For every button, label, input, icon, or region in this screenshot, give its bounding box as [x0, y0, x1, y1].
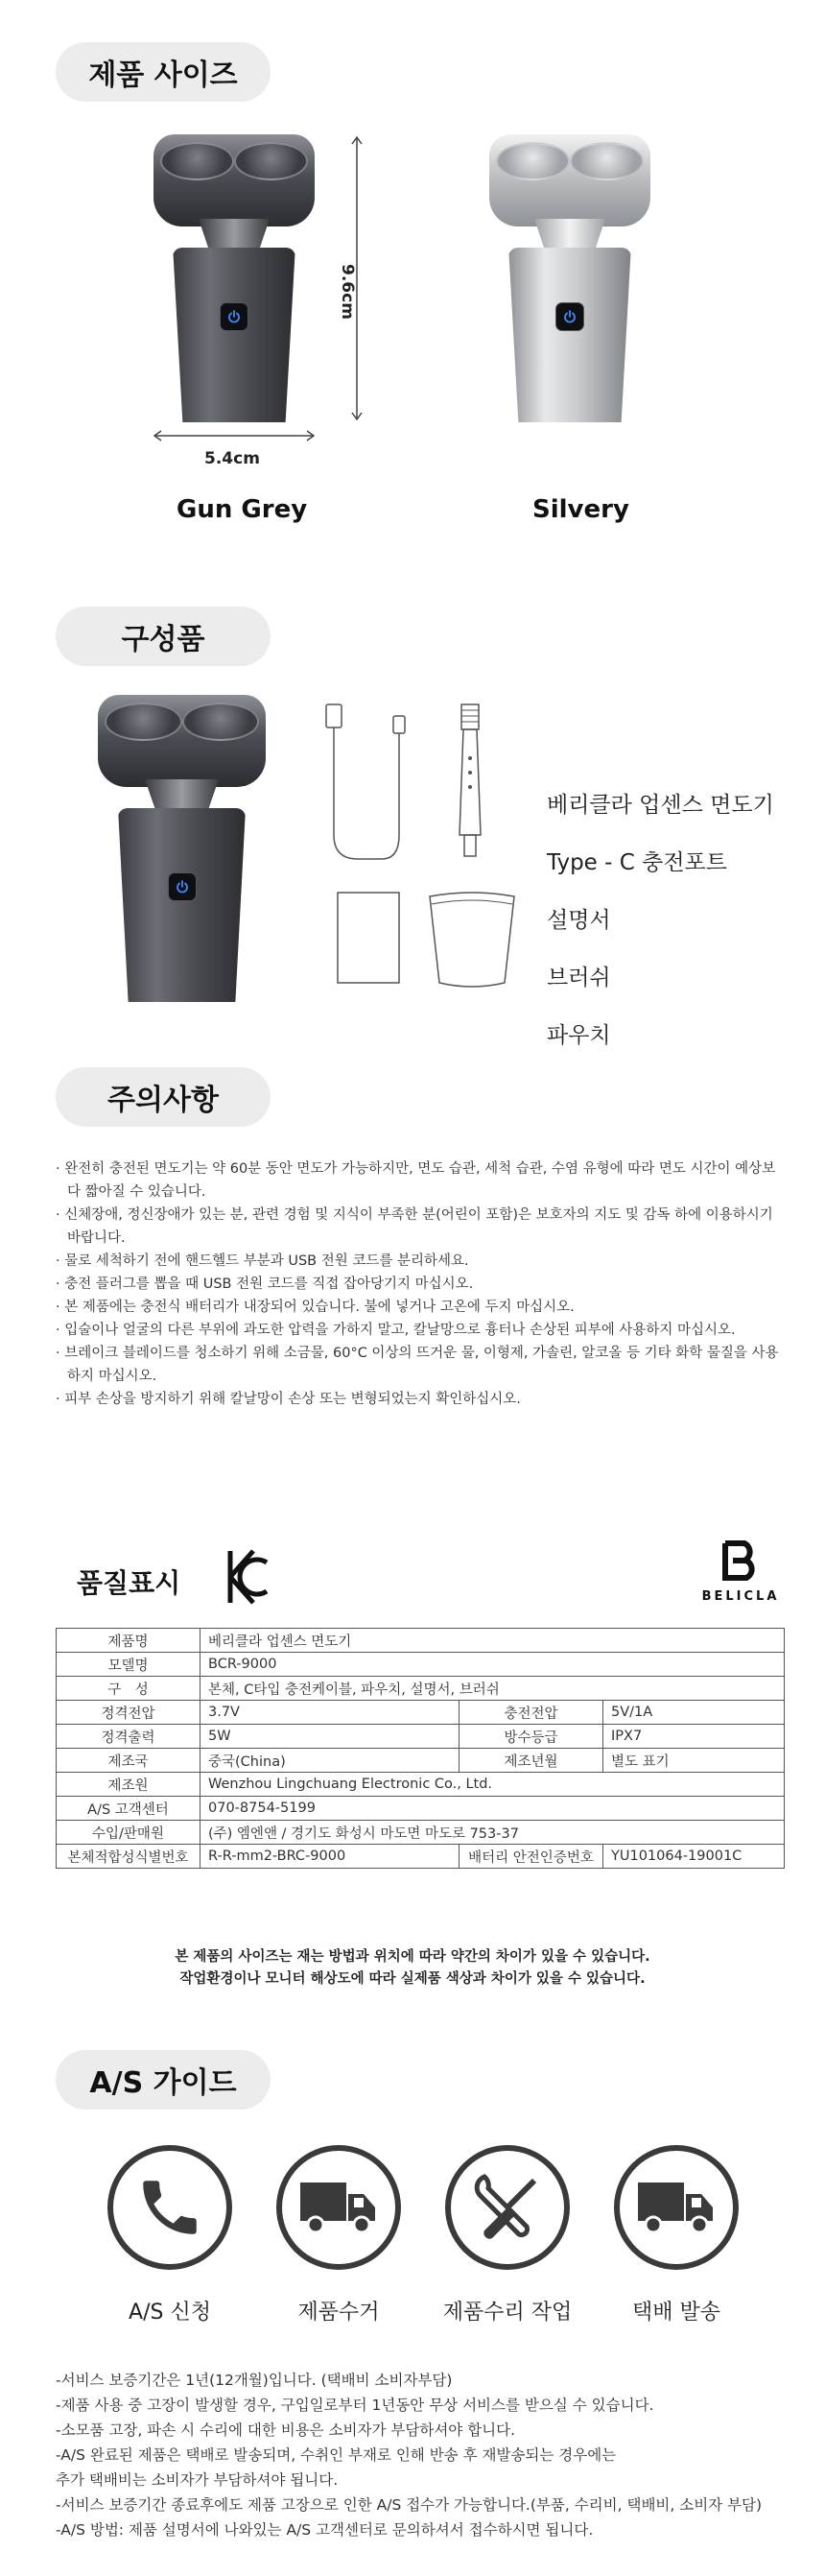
- components-section-title: 구성품: [56, 607, 271, 666]
- component-item: 브러쉬: [547, 966, 611, 990]
- spec-label: 제조국: [57, 1749, 200, 1773]
- spec-label: 배터리 안전인증번호: [460, 1845, 603, 1869]
- caution-item: · 본 제품에는 충전식 배터리가 내장되어 있습니다. 불에 넣거나 고온에 두지 마십시오.: [56, 1300, 575, 1315]
- as-policy-item: -서비스 보증기간은 1년(12개월)입니다. (택배비 소비자부담): [56, 2372, 453, 2389]
- as-step-label: 택배 발송: [631, 2301, 720, 2325]
- power-icon: [168, 872, 197, 901]
- component-item: 베리클라 업센스 면도기: [547, 793, 774, 818]
- as-policy-list: [56, 2368, 804, 2542]
- table-row: [57, 1821, 785, 1845]
- as-policy-item: -소모품 고장, 파손 시 수리에 대한 비용은 소비자가 부담하셔야 합니다.: [56, 2421, 516, 2439]
- spec-label: 정격전압: [57, 1701, 200, 1725]
- as-step-4: [614, 2145, 739, 2270]
- caution-item: · 신체장애, 정신장애가 있는 분, 관련 경험 및 지식이 부족한 분(어린이 포함)은 보호자의 지도 및 감독 하에 이용하시기 바랍니다.: [56, 1207, 773, 1246]
- brand-name: BELICLA: [701, 1589, 780, 1604]
- spec-value: Wenzhou Lingchuang Electronic Co., Ltd.: [200, 1773, 785, 1797]
- silvery-shaver-image: [489, 134, 650, 422]
- spec-value: (주) 엠엔앤 / 경기도 화성시 마도면 마도로 753-37: [200, 1821, 785, 1845]
- spec-value: 3.7V: [200, 1701, 460, 1725]
- spec-label: 방수등급: [460, 1725, 603, 1749]
- caution-item: · 완전히 충전된 면도기는 약 60분 동안 면도가 가능하지만, 면도 습관, 세척 습관, 수염 유형에 따라 면도 시간이 예상보다 짧아질 수 있습니다.: [56, 1161, 776, 1200]
- table-row: [57, 1773, 785, 1797]
- spec-value: YU101064-19001C: [603, 1845, 785, 1869]
- power-icon: [220, 302, 248, 331]
- table-row: [57, 1629, 785, 1653]
- table-row: [57, 1701, 785, 1725]
- as-section-title: A/S 가이드: [56, 2050, 271, 2110]
- spec-value: 별도 표기: [603, 1749, 785, 1773]
- shaver-component-image: [98, 695, 266, 1002]
- spec-label: 수입/판매원: [57, 1821, 200, 1845]
- spec-value: 070-8754-5199: [200, 1797, 785, 1821]
- as-step-label: A/S 신청: [129, 2301, 211, 2325]
- spec-label: 충전전압: [460, 1701, 603, 1725]
- spec-label: 제조년월: [460, 1749, 603, 1773]
- gun-grey-shaver-image: [153, 134, 315, 422]
- component-item: 파우치: [547, 1023, 611, 1048]
- table-row: [57, 1749, 785, 1773]
- truck-icon: [636, 2179, 717, 2236]
- kc-mark-icon: [224, 1547, 271, 1607]
- spec-label: 제품명: [57, 1629, 200, 1653]
- spec-value: 베리클라 업센스 면도기: [200, 1629, 785, 1653]
- caution-item: · 피부 손상을 방지하기 위해 칼날망이 손상 또는 변형되었는지 확인하십시오.: [56, 1392, 521, 1407]
- caution-item: · 입술이나 얼굴의 다른 부위에 과도한 압력을 가하지 말고, 칼날망으로 흉터나 손상된 피부에 사용하지 마십시오.: [56, 1323, 736, 1338]
- as-step-label: 제품수리 작업: [442, 2301, 573, 2325]
- quality-section-title: 품질표시: [77, 1567, 181, 1599]
- tools-icon: [469, 2169, 546, 2246]
- as-policy-item: -서비스 보증기간 종료후에도 제품 고장으로 인한 A/S 접수가 가능합니다.(부품, 수리비, 택배비, 소비자 부담): [56, 2496, 763, 2514]
- table-row: [57, 1845, 785, 1869]
- brush-image: [451, 701, 489, 864]
- as-step-label: 제품수거: [297, 2301, 380, 2325]
- as-step-1: [107, 2145, 232, 2270]
- size-section-title: 제품 사이즈: [56, 42, 271, 102]
- truck-icon: [298, 2179, 379, 2236]
- spec-label: 모델명: [57, 1653, 200, 1677]
- component-item: Type - C 충전포트: [547, 850, 727, 875]
- manual-image: [336, 891, 403, 987]
- as-policy-item: 추가 택배비는 소비자가 부담하셔야 됩니다.: [56, 2471, 339, 2489]
- component-item: 설명서: [547, 908, 611, 933]
- table-row: [57, 1797, 785, 1821]
- spec-table: [56, 1628, 785, 1869]
- as-policy-item: -A/S 완료된 제품은 택배로 발송되며, 수취인 부재로 인해 반송 후 재발송되는 경우에는: [56, 2446, 617, 2464]
- notice-line: 본 제품의 사이즈는 재는 방법과 위치에 따라 약간의 차이가 있을 수 있습니다.: [175, 1949, 650, 1965]
- caution-section-title: 주의사항: [56, 1067, 271, 1127]
- spec-label: 구 성: [57, 1677, 200, 1701]
- power-icon: [555, 302, 584, 331]
- as-policy-item: -제품 사용 중 고장이 발생할 경우, 구입일로부터 1년동안 무상 서비스를 받으실 수 있습니다.: [56, 2397, 654, 2414]
- belicla-logo: [693, 1539, 789, 1604]
- spec-value: 본체, C타입 충전케이블, 파우치, 설명서, 브러쉬: [200, 1677, 785, 1701]
- spec-value: 5V/1A: [603, 1701, 785, 1725]
- height-label: 9.6cm: [338, 264, 357, 320]
- size-color-notice: [0, 1946, 825, 1991]
- as-step-2: [276, 2145, 401, 2270]
- spec-value: BCR-9000: [200, 1653, 785, 1677]
- spec-label: 정격출력: [57, 1725, 200, 1749]
- pouch-image: [424, 887, 520, 992]
- spec-value: R-R-mm2-BRC-9000: [200, 1845, 460, 1869]
- spec-label: A/S 고객센터: [57, 1797, 200, 1821]
- component-list: [547, 787, 774, 1075]
- variant-silvery: Silvery: [532, 495, 629, 524]
- caution-item: · 물로 세척하기 전에 핸드헬드 부분과 USB 전원 코드를 분리하세요.: [56, 1253, 469, 1269]
- table-row: [57, 1653, 785, 1677]
- width-label: 5.4cm: [204, 449, 260, 468]
- spec-label: 제조원: [57, 1773, 200, 1797]
- as-policy-item: -A/S 방법: 제품 설명서에 나와있는 A/S 고객센터로 문의하셔서 접수하시면 됩니다.: [56, 2521, 594, 2539]
- spec-label: 본체적합성식별번호: [57, 1845, 200, 1869]
- spec-value: IPX7: [603, 1725, 785, 1749]
- belicla-logo-icon: [721, 1539, 760, 1582]
- as-step-3: [445, 2145, 570, 2270]
- caution-item: · 브레이크 블레이드를 청소하기 위해 소금물, 60°C 이상의 뜨거운 물, 이형제, 가솔린, 알코올 등 기타 화학 물질을 사용하지 마십시오.: [56, 1346, 779, 1384]
- width-dimension-line: [152, 428, 317, 443]
- spec-value: 5W: [200, 1725, 460, 1749]
- phone-icon: [134, 2172, 205, 2243]
- spec-value: 중국(China): [200, 1749, 460, 1773]
- variant-gun-grey: Gun Grey: [177, 495, 308, 524]
- table-row: [57, 1725, 785, 1749]
- caution-item: · 충전 플러그를 뽑을 때 USB 전원 코드를 직접 잡아당기지 마십시오.: [56, 1276, 474, 1292]
- table-row: [57, 1677, 785, 1701]
- usb-cable-image: [315, 701, 420, 864]
- notice-line: 작업환경이나 모니터 해상도에 따라 실제품 색상과 차이가 있을 수 있습니다.: [179, 1971, 646, 1987]
- caution-list: [56, 1157, 785, 1411]
